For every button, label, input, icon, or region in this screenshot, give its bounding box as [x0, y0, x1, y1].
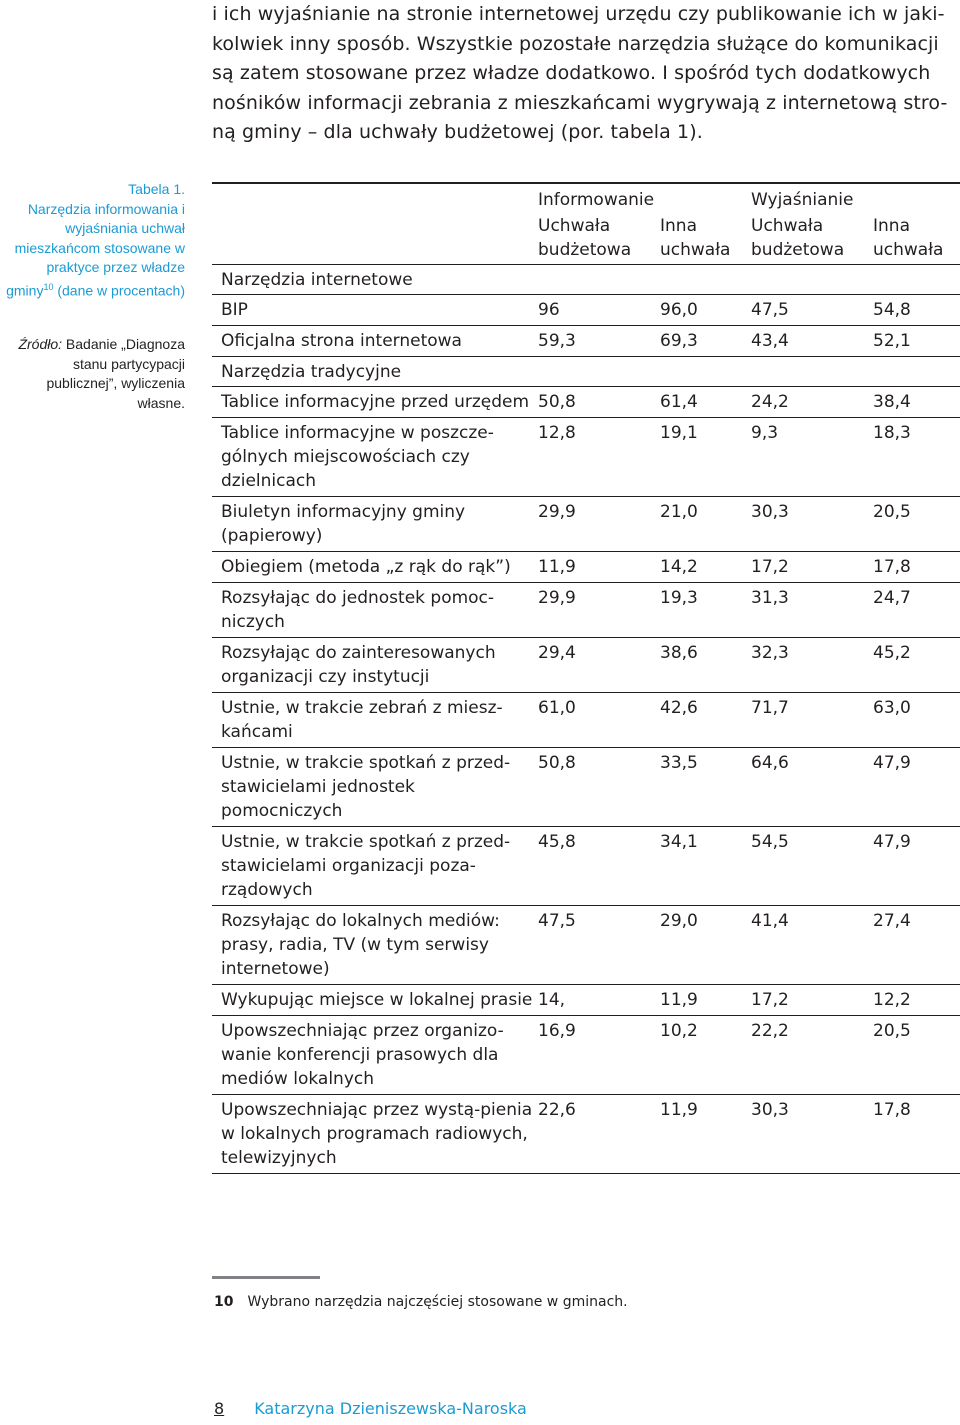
table-caption: [0, 180, 185, 301]
table-body: [212, 265, 960, 1174]
table-section-row: [212, 357, 960, 387]
value-cell: 42,6: [660, 693, 751, 748]
value-cell: 31,3: [751, 583, 873, 638]
table-row: [212, 295, 960, 326]
row-label: Tablice informacyjne przed urzędem: [212, 387, 538, 418]
value-cell: 17,2: [751, 552, 873, 583]
value-cell: 16,9: [538, 1016, 660, 1095]
value-cell: 54,8: [873, 295, 960, 326]
value-cell: 47,5: [751, 295, 873, 326]
value-cell: 12,8: [538, 418, 660, 497]
value-cell: 71,7: [751, 693, 873, 748]
intro-line: kolwiek inny sposób. Wszystkie pozostałe narzędzia służące do komunikacji: [212, 32, 939, 55]
footer-author: Katarzyna Dzieniszewska-Naroska: [254, 1399, 527, 1418]
value-cell: 24,7: [873, 583, 960, 638]
table-caption-text: Narzędzia informowania i wyjaśniania uchwał mieszkańcom stosowane w praktyce przez władze gminy: [6, 200, 185, 299]
value-cell: 29,0: [660, 906, 751, 985]
header-informowanie: Informowanie: [538, 190, 655, 210]
value-cell: [538, 265, 660, 295]
value-cell: 64,6: [751, 748, 873, 827]
value-cell: 27,4: [873, 906, 960, 985]
value-cell: 61,4: [660, 387, 751, 418]
table-source: [0, 335, 185, 413]
value-cell: 32,3: [751, 638, 873, 693]
value-cell: [873, 357, 960, 387]
value-cell: [751, 357, 873, 387]
intro-line: i ich wyjaśnianie na stronie internetowej urzędu czy publikowanie ich w jaki-: [212, 3, 945, 25]
source-text: Badanie „Diagnoza stanu partycypacji publicznej”, wyliczenia własne.: [46, 336, 185, 411]
row-label: BIP: [212, 295, 538, 326]
row-label: Oficjalna strona internetowa: [212, 326, 538, 357]
header-inna-uchwala-wyj: Inna uchwała: [873, 214, 960, 265]
value-cell: 20,5: [873, 1016, 960, 1095]
value-cell: 47,9: [873, 827, 960, 906]
value-cell: 20,5: [873, 497, 960, 552]
table-row: [212, 748, 960, 827]
value-cell: 11,9: [660, 985, 751, 1016]
table-row: [212, 1095, 960, 1174]
value-cell: 45,8: [538, 827, 660, 906]
table-row: [212, 827, 960, 906]
header-wyjasnianie: Wyjaśnianie: [751, 190, 854, 210]
row-label: Upowszechniając przez organizo-wanie konferencji prasowych dla mediów lokalnych: [212, 1016, 538, 1095]
value-cell: 50,8: [538, 387, 660, 418]
source-label: Źródło:: [18, 336, 63, 352]
value-cell: 19,3: [660, 583, 751, 638]
table-caption-text-after: (dane w procentach): [53, 282, 185, 299]
value-cell: 50,8: [538, 748, 660, 827]
table-section-row: [212, 265, 960, 295]
value-cell: 96: [538, 295, 660, 326]
page-number: 8: [214, 1399, 225, 1418]
table-row: [212, 693, 960, 748]
value-cell: 29,9: [538, 497, 660, 552]
value-cell: 17,8: [873, 1095, 960, 1174]
header-uchwala-budzetowa-inf: Uchwała budżetowa: [538, 214, 660, 265]
value-cell: 29,4: [538, 638, 660, 693]
value-cell: 22,6: [538, 1095, 660, 1174]
value-cell: 30,3: [751, 1095, 873, 1174]
value-cell: 69,3: [660, 326, 751, 357]
table-sub-header-row: [212, 214, 960, 265]
row-label: Upowszechniając przez wystą-pienia w lokalnych programach radiowych, telewizyjnych: [212, 1095, 538, 1174]
value-cell: 24,2: [751, 387, 873, 418]
footnote-text: Wybrano narzędzia najczęściej stosowane w gminach.: [247, 1294, 628, 1310]
value-cell: 41,4: [751, 906, 873, 985]
value-cell: 59,3: [538, 326, 660, 357]
value-cell: 14,: [538, 985, 660, 1016]
value-cell: 38,6: [660, 638, 751, 693]
table-row: [212, 552, 960, 583]
table-row: [212, 387, 960, 418]
section-label: Narzędzia tradycyjne: [212, 357, 538, 387]
value-cell: 96,0: [660, 295, 751, 326]
value-cell: [751, 265, 873, 295]
table-row: [212, 906, 960, 985]
table-row: [212, 418, 960, 497]
value-cell: 47,9: [873, 748, 960, 827]
value-cell: 11,9: [538, 552, 660, 583]
header-inna-uchwala-inf: Inna uchwała: [660, 214, 751, 265]
value-cell: 22,2: [751, 1016, 873, 1095]
value-cell: 38,4: [873, 387, 960, 418]
value-cell: [873, 265, 960, 295]
table-row: [212, 985, 960, 1016]
table-group-header-row: [212, 184, 960, 214]
row-label: Obiegiem (metoda „z rąk do rąk”): [212, 552, 538, 583]
value-cell: 11,9: [660, 1095, 751, 1174]
value-cell: [660, 357, 751, 387]
intro-paragraph: [212, 0, 960, 148]
value-cell: 10,2: [660, 1016, 751, 1095]
row-label: Ustnie, w trakcie spotkań z przed-stawicielami jednostek pomocniczych: [212, 748, 538, 827]
intro-line: ną gminy – dla uchwały budżetowej (por. tabela 1).: [212, 121, 703, 143]
row-label: Wykupując miejsce w lokalnej prasie: [212, 985, 538, 1016]
footnote-number: 10: [214, 1294, 234, 1310]
value-cell: 61,0: [538, 693, 660, 748]
value-cell: 30,3: [751, 497, 873, 552]
value-cell: 52,1: [873, 326, 960, 357]
footnote-divider: [212, 1276, 320, 1279]
row-label: Rozsyłając do lokalnych mediów: prasy, radia, TV (w tym serwisy internetowe): [212, 906, 538, 985]
value-cell: 47,5: [538, 906, 660, 985]
table-row: [212, 1016, 960, 1095]
table-row: [212, 497, 960, 552]
table-caption-label: Tabela 1.: [128, 181, 185, 197]
intro-line: są zatem stosowane przez władze dodatkowo. I spośród tych dodatkowych: [212, 62, 931, 84]
value-cell: 21,0: [660, 497, 751, 552]
row-label: Ustnie, w trakcie spotkań z przed-stawicielami organizacji poza-rządowych: [212, 827, 538, 906]
footnote-reference[interactable]: 10: [43, 281, 54, 292]
value-cell: 54,5: [751, 827, 873, 906]
value-cell: 19,1: [660, 418, 751, 497]
value-cell: [660, 265, 751, 295]
value-cell: 45,2: [873, 638, 960, 693]
table-row: [212, 583, 960, 638]
row-label: Rozsyłając do zainteresowanych organizacji czy instytucji: [212, 638, 538, 693]
value-cell: 14,2: [660, 552, 751, 583]
table-row: [212, 638, 960, 693]
section-label: Narzędzia internetowe: [212, 265, 538, 295]
value-cell: 17,8: [873, 552, 960, 583]
value-cell: 29,9: [538, 583, 660, 638]
table-row: [212, 326, 960, 357]
footnote: [214, 1292, 628, 1312]
header-empty-cell: [212, 214, 538, 265]
value-cell: 33,5: [660, 748, 751, 827]
intro-line: nośników informacji zebrania z mieszkańcami wygrywają z internetową stro-: [212, 91, 948, 114]
row-label: Tablice informacyjne w poszcze-gólnych miejscowościach czy dzielnicach: [212, 418, 538, 497]
value-cell: 34,1: [660, 827, 751, 906]
value-cell: 18,3: [873, 418, 960, 497]
value-cell: 12,2: [873, 985, 960, 1016]
value-cell: 9,3: [751, 418, 873, 497]
row-label: Ustnie, w trakcie zebrań z miesz-kańcami: [212, 693, 538, 748]
data-table: [212, 182, 960, 1174]
value-cell: 43,4: [751, 326, 873, 357]
value-cell: 17,2: [751, 985, 873, 1016]
header-empty-cell: [212, 184, 538, 214]
row-label: Biuletyn informacyjny gminy (papierowy): [212, 497, 538, 552]
page-footer: [214, 1398, 527, 1420]
value-cell: [538, 357, 660, 387]
header-uchwala-budzetowa-wyj: Uchwała budżetowa: [751, 214, 873, 265]
value-cell: 63,0: [873, 693, 960, 748]
row-label: Rozsyłając do jednostek pomoc-niczych: [212, 583, 538, 638]
